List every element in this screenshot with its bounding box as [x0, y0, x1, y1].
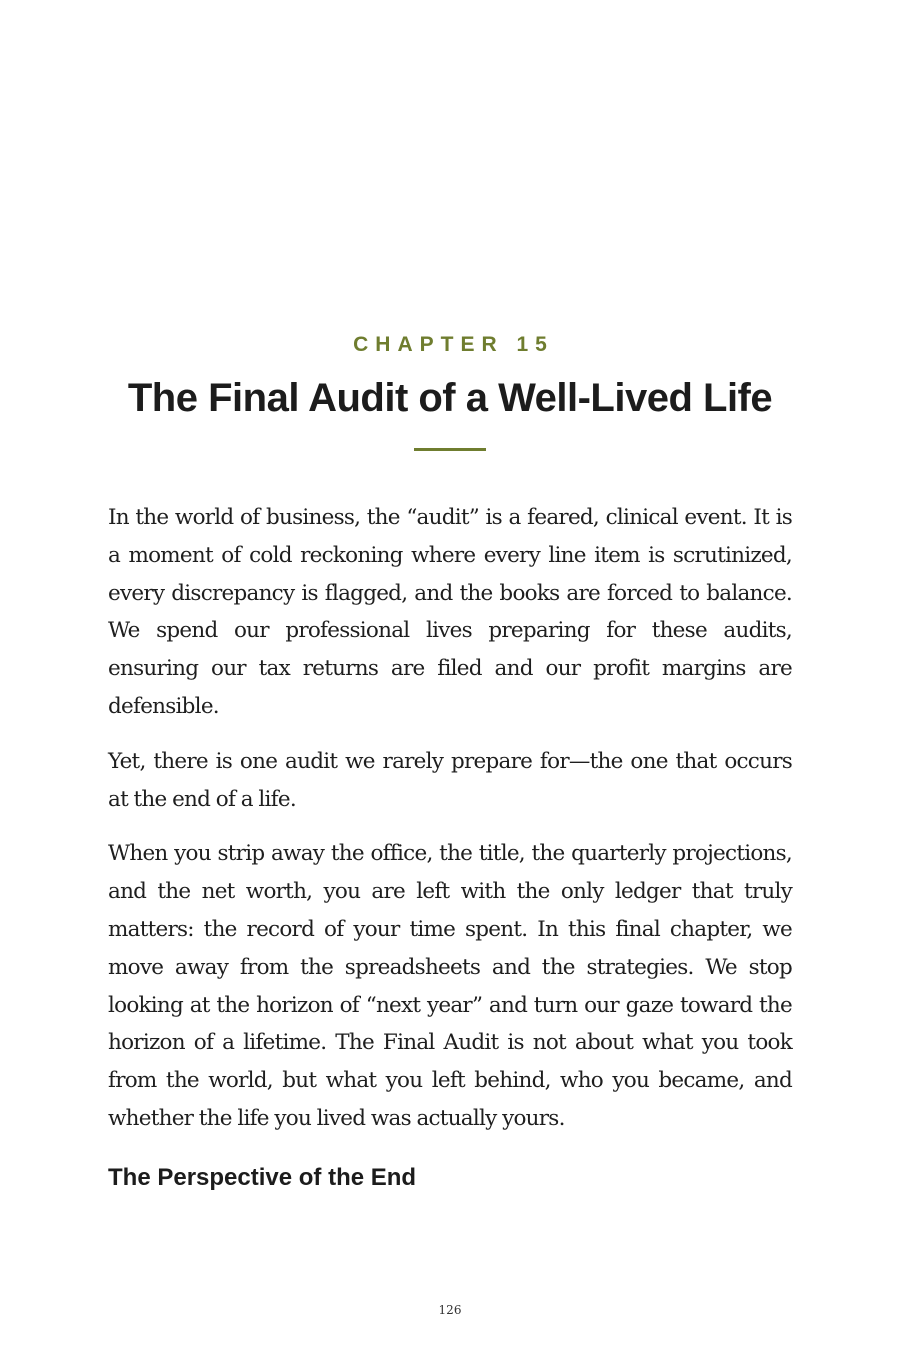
chapter-body	[108, 499, 792, 1155]
page-number: 126	[438, 1303, 462, 1317]
body-paragraph: In the world of business, the “audit” is a feared, clinical event. It is a moment of cold reckoning where every line item is scrutinized, every discrepancy is flagged, and the books are forced to balance. We spend our professional lives preparing for these audits, ensuring our tax returns are filed and our profit margins are defensible.	[108, 505, 792, 719]
section-heading: The Perspective of the End	[108, 1164, 417, 1191]
chapter-title: The Final Audit of a Well-Lived Life	[127, 376, 773, 420]
body-paragraph: When you strip away the office, the title, the quarterly projections, and the net worth, you are left with the only ledger that truly matters: the record of your time spent. In this final chapter, we move away from the spreadsheets and the strategies. We stop looking at the horizon of “next year” and turn our gaze toward the horizon of a lifetime. The Final Audit is not about what you took from the world, but what you left behind, who you became, and whether the life you lived was actually yours.	[108, 841, 792, 1131]
chapter-label: CHAPTER 15	[353, 333, 554, 356]
body-paragraph: Yet, there is one audit we rarely prepare for—the one that occurs at the end of a life.	[108, 748, 792, 812]
title-divider	[414, 448, 486, 451]
